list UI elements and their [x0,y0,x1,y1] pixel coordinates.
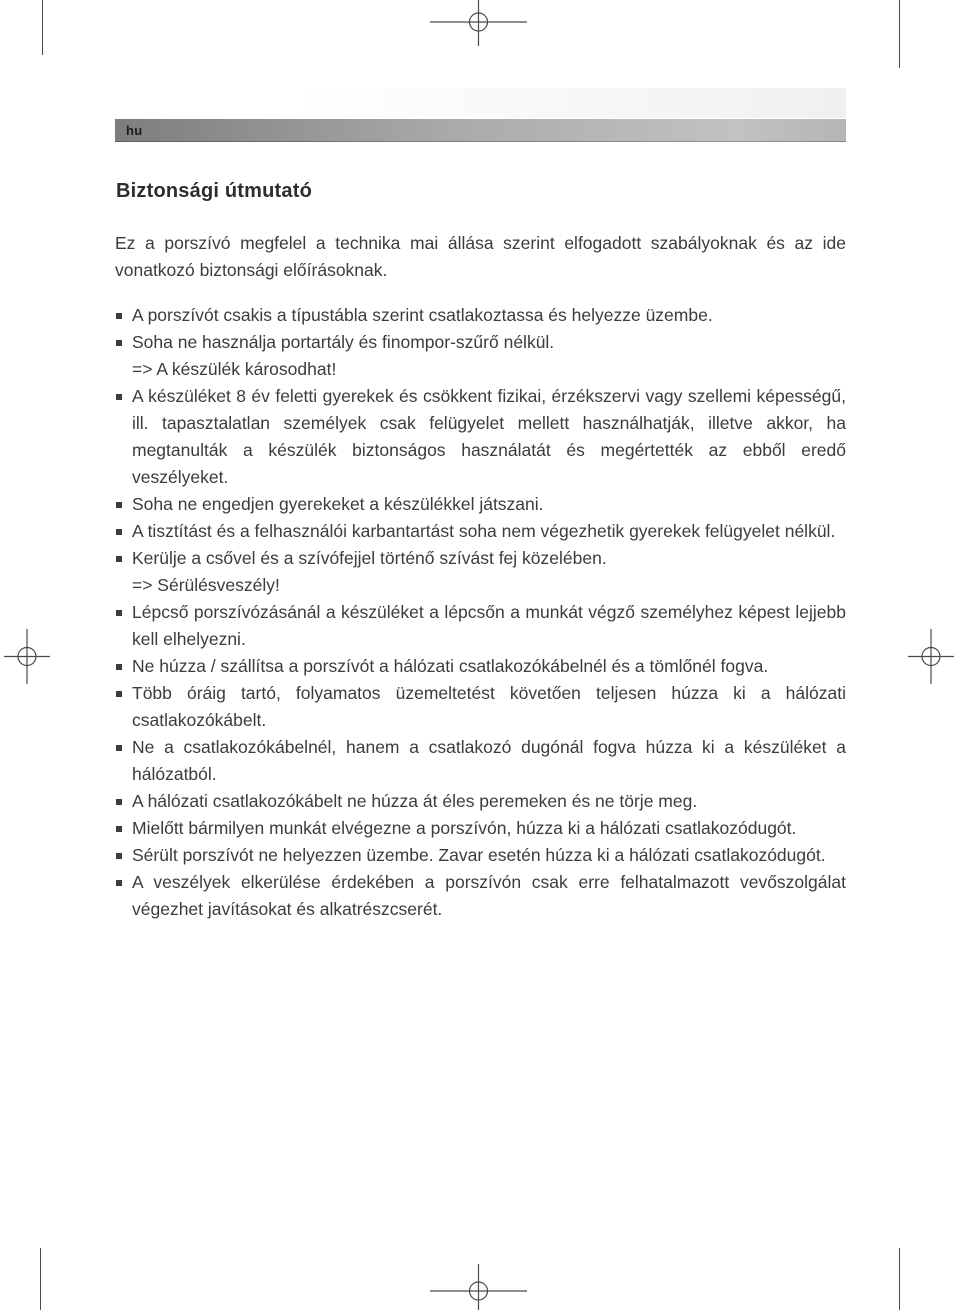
list-item-note: => Sérülésveszély! [132,574,280,595]
scan-artifact-shadow [290,88,846,118]
list-item [115,302,846,329]
list-item-text: Lépcső porszívózásánál a készüléket a lépcsőn a munkát végző személyhez képest lejjebb kell elhelyezni. [132,601,846,649]
list-item-text: Ne húzza / szállítsa a porszívót a hálózati csatlakozókábelnél és a tömlőnél fogva. [132,655,769,676]
registration-mark-bottom [430,1264,527,1310]
list-item-text: A tisztítást és a felhasználói karbantartást soha nem végezhetik gyerekek felügyelet nélkül. [132,520,836,541]
trim-mark-bottom-right [899,1248,900,1310]
list-item [115,842,846,869]
square-bullet-icon [116,394,122,400]
square-bullet-icon [116,340,122,346]
list-item [115,383,846,491]
list-item-text: Soha ne engedjen gyerekeket a készülékkel játszani. [132,493,544,514]
list-item [115,788,846,815]
list-item-text: Mielőtt bármilyen munkát elvégezne a porszívón, húzza ki a hálózati csatlakozódugót. [132,817,797,838]
registration-mark-right [908,629,954,684]
trim-mark-bottom-left [40,1248,41,1310]
page-title: Biztonsági útmutató [116,180,313,202]
list-item-text: A porszívót csakis a típustábla szerint csatlakoztassa és helyezze üzembe. [132,304,713,325]
list-item-text: Sérült porszívót ne helyezzen üzembe. Zavar esetén húzza ki a hálózati csatlakozódugót. [132,844,826,865]
square-bullet-icon [116,529,122,535]
trim-mark-top-right [899,0,900,68]
list-item-text: Soha ne használja portartály és finompor-szűrő nélkül. [132,331,555,352]
list-item-text: A veszélyek elkerülése érdekében a porszívón csak erre felhatalmazott vevőszolgálat végezhet javításokat és alkatrészcserét. [132,871,846,919]
square-bullet-icon [116,610,122,616]
list-item [115,680,846,734]
square-bullet-icon [116,853,122,859]
list-item [115,653,846,680]
language-header-bar [115,119,846,142]
square-bullet-icon [116,313,122,319]
square-bullet-icon [116,664,122,670]
registration-mark-left [4,629,50,684]
language-tag: hu [126,123,143,138]
list-item-note: => A készülék károsodhat! [132,358,337,379]
square-bullet-icon [116,826,122,832]
registration-mark-top [430,0,527,46]
trim-mark-top-left [42,0,43,55]
list-item [115,329,846,383]
square-bullet-icon [116,691,122,697]
list-item [115,491,846,518]
list-item-text: Ne a csatlakozókábelnél, hanem a csatlakozó dugónál fogva húzza ki a készüléket a hálózatból. [132,736,846,784]
square-bullet-icon [116,556,122,562]
list-item [115,869,846,923]
list-item [115,599,846,653]
list-item [115,815,846,842]
list-item [115,734,846,788]
list-item-text: Több óráig tartó, folyamatos üzemeltetést követően teljesen húzza ki a hálózati csatlakozókábelt. [132,682,846,730]
list-item [115,518,846,545]
intro-paragraph: Ez a porszívó megfelel a technika mai állása szerint elfogadott szabályoknak és az ide vonatkozó biztonsági előírásoknak. [115,233,846,280]
safety-instructions-list [115,302,846,923]
square-bullet-icon [116,880,122,886]
list-item [115,545,846,599]
square-bullet-icon [116,502,122,508]
square-bullet-icon [116,799,122,805]
list-item-text: A hálózati csatlakozókábelt ne húzza át éles peremeken és ne törje meg. [132,790,698,811]
list-item-text: Kerülje a csővel és a szívófejjel történő szívást fej közelében. [132,547,607,568]
square-bullet-icon [116,745,122,751]
page-content [115,119,846,923]
list-item-text: A készüléket 8 év feletti gyerekek és csökkent fizikai, érzékszervi vagy szellemi képességű, ill. tapasztalatlan személyek csak felügyelet mellett használhatják, illetve akkor, ha megtanulták a készülék biztonságos használatát és megértették az ebből eredő veszélyeket. [132,385,846,487]
